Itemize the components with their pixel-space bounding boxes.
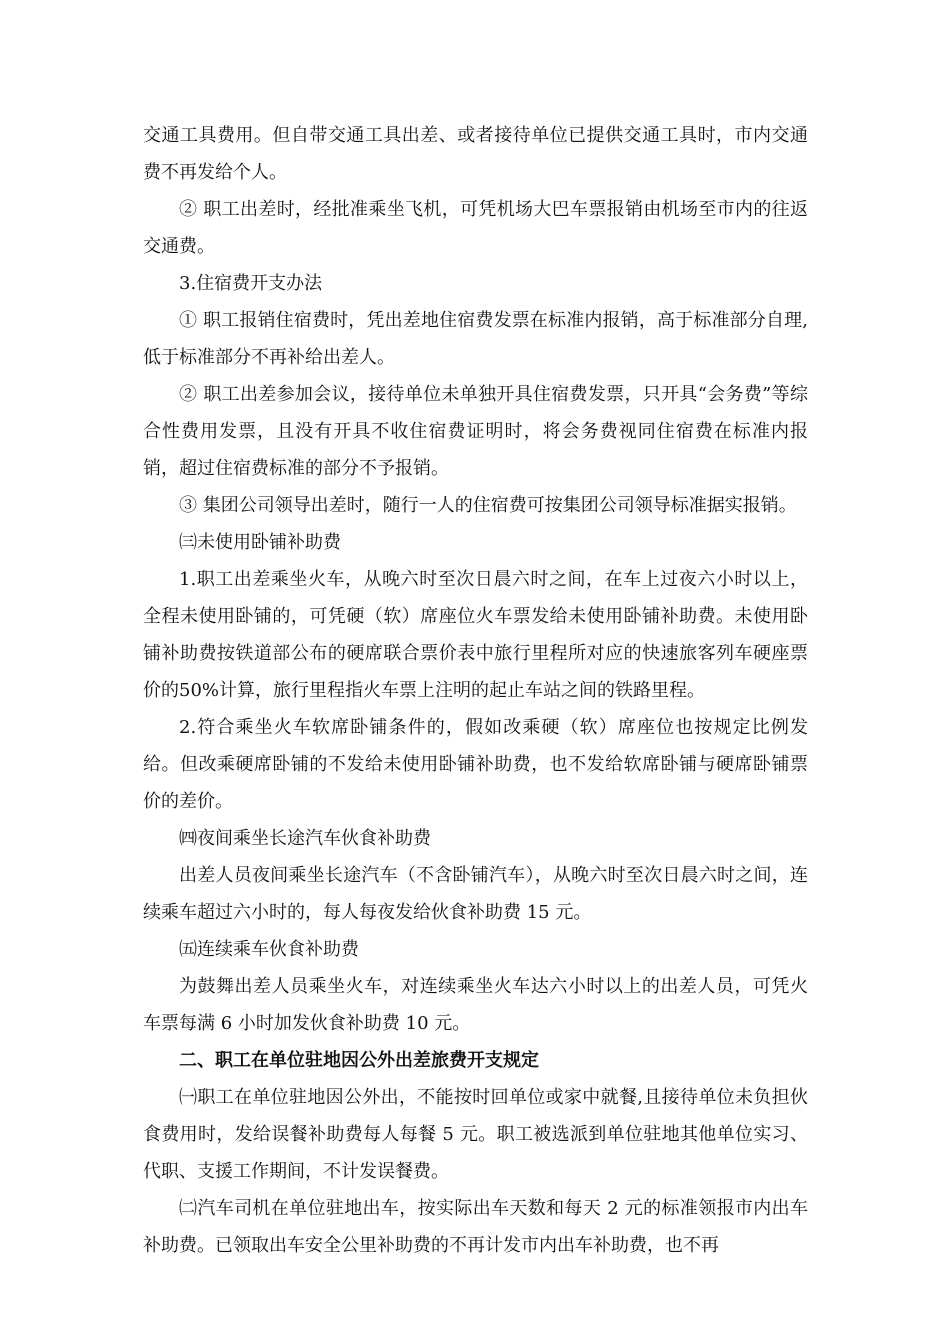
section-heading-night-bus-meal: ㈣夜间乘坐长途汽车伙食补助费 xyxy=(179,828,431,849)
paragraph-night-bus-meal: 出差人员夜间乘坐长途汽车（不含卧铺汽车），从晚六时至次日晨六时之间，连续乘车超过六小时的，每人每夜发给伙食补助费 15 元。 xyxy=(143,865,808,923)
section-heading-sleeper-allowance: ㈢未使用卧铺补助费 xyxy=(179,532,341,553)
paragraph-sleeper-allowance-rule: 1.职工出差乘坐火车，从晚六时至次日晨六时之间，在车上过夜六小时以上，全程未使用卧铺的，可凭硬（软）席座位火车票发给未使用卧铺补助费。未使用卧铺补助费按铁道部公布的硬席联合票价表中旅行里程所对应的快速旅客列车硬座票价的50%计算，旅行里程指火车票上注明的起止车站之间的铁路里程。 xyxy=(143,569,808,701)
section-heading-local-travel: 二、职工在单位驻地因公外出差旅费开支规定 xyxy=(179,1050,539,1071)
paragraph-leader-companion: ③ 集团公司领导出差时，随行一人的住宿费可按集团公司领导标准据实报销。 xyxy=(179,495,797,516)
document-body xyxy=(143,117,808,1264)
paragraph-lodging-reimbursement: ① 职工报销住宿费时，凭出差地住宿费发票在标准内报销，高于标准部分自理,低于标准部分不再补给出差人。 xyxy=(143,310,808,368)
paragraph-missed-meal-allowance: ㈠职工在单位驻地因公外出，不能按时回单位或家中就餐,且接待单位未负担伙食费用时，发给误餐补助费每人每餐 5 元。职工被选派到单位驻地其他单位实习、代职、支援工作期间，不计发误餐费。 xyxy=(143,1087,808,1182)
paragraph-conference-lodging: ② 职工出差参加会议，接待单位未单独开具住宿费发票，只开具“会务费”等综合性费用发票，且没有开具不收住宿费证明时，将会务费视同住宿费在标准内报销，超过住宿费标准的部分不予报销。 xyxy=(143,384,808,479)
section-heading-lodging: 3.住宿费开支办法 xyxy=(179,273,323,294)
paragraph-continuous-ride-meal: 为鼓舞出差人员乘坐火车，对连续乘坐火车达六小时以上的出差人员，可凭火车票每满 6 小时加发伙食补助费 10 元。 xyxy=(143,976,808,1034)
paragraph-soft-sleeper-rule: 2.符合乘坐火车软席卧铺条件的，假如改乘硬（软）席座位也按规定比例发给。但改乘硬席卧铺的不发给未使用卧铺补助费，也不发给软席卧铺与硬席卧铺票价的差价。 xyxy=(143,717,808,812)
paragraph-transport-continued: 交通工具费用。但自带交通工具出差、或者接待单位已提供交通工具时，市内交通费不再发给个人。 xyxy=(143,125,808,183)
paragraph-flight-shuttle: ② 职工出差时，经批准乘坐飞机，可凭机场大巴车票报销由机场至市内的往返交通费。 xyxy=(143,199,808,257)
section-heading-continuous-ride-meal: ㈤连续乘车伙食补助费 xyxy=(179,939,359,960)
paragraph-driver-allowance: ㈡汽车司机在单位驻地出车，按实际出车天数和每天 2 元的标准领报市内出车补助费。已领取出车安全公里补助费的不再计发市内出车补助费，也不再 xyxy=(143,1198,808,1256)
